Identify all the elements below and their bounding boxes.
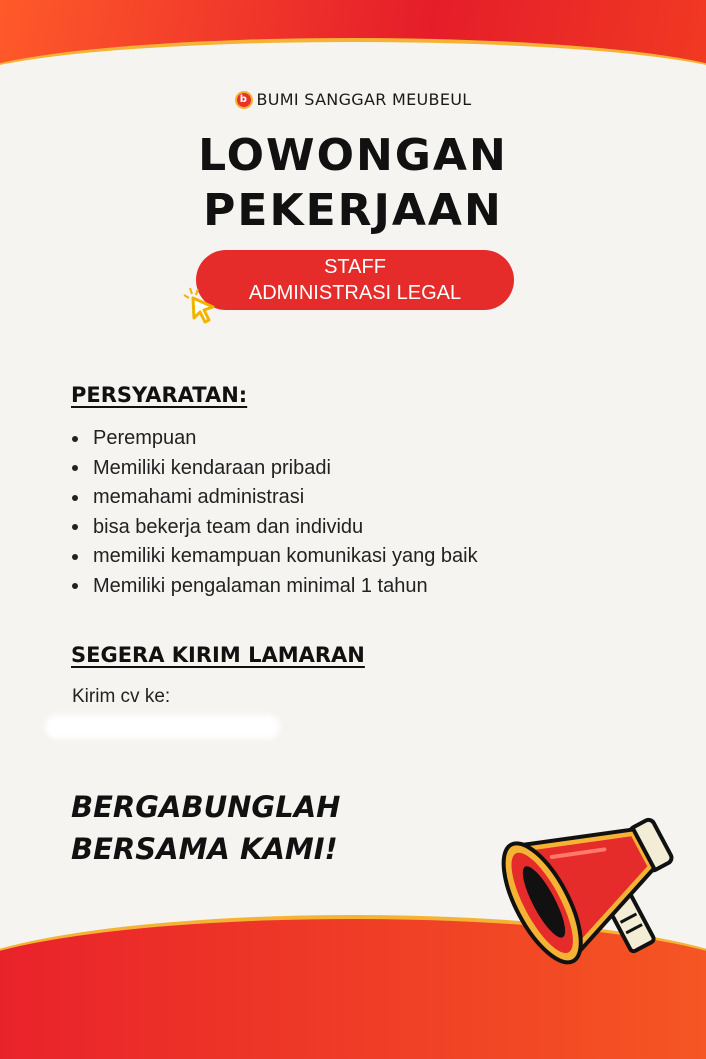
brand-name: BUMI SANGGAR MEUBEUL — [256, 90, 472, 109]
brand — [0, 90, 706, 109]
requirements-list — [72, 424, 478, 601]
bullet-icon — [72, 465, 78, 471]
bullet-icon — [72, 524, 78, 530]
list-item: memiliki kemampuan komunikasi yang baik — [72, 542, 478, 572]
list-item: memahami administrasi — [72, 483, 478, 513]
cta-line-1: BERGABUNGLAH — [71, 790, 341, 824]
cursor-icon — [180, 285, 218, 325]
cta-line-2: BERSAMA KAMI! — [71, 832, 338, 866]
requirements-heading: PERSYARATAN: — [71, 383, 248, 407]
bullet-icon — [72, 583, 78, 589]
bullet-icon — [72, 495, 78, 501]
megaphone-icon — [498, 780, 698, 980]
list-item: Memiliki kendaraan pribadi — [72, 454, 478, 484]
list-item: Perempuan — [72, 424, 478, 454]
redacted-contact — [45, 715, 280, 739]
list-item: bisa bekerja team dan individu — [72, 513, 478, 543]
apply-heading: SEGERA KIRIM LAMARAN — [71, 643, 365, 667]
bullet-icon — [72, 554, 78, 560]
headline-line-1: LOWONGAN — [198, 130, 508, 181]
position-line-1: STAFF — [324, 256, 386, 278]
headline-line-2: PEKERJAAN — [203, 185, 503, 236]
bullet-icon — [72, 436, 78, 442]
brand-logo-icon: b — [235, 91, 253, 109]
position-badge — [196, 250, 514, 310]
cv-label: Kirim cv ke: — [72, 686, 171, 707]
position-line-2: ADMINISTRASI LEGAL — [248, 282, 462, 304]
list-item: Memiliki pengalaman minimal 1 tahun — [72, 572, 478, 602]
